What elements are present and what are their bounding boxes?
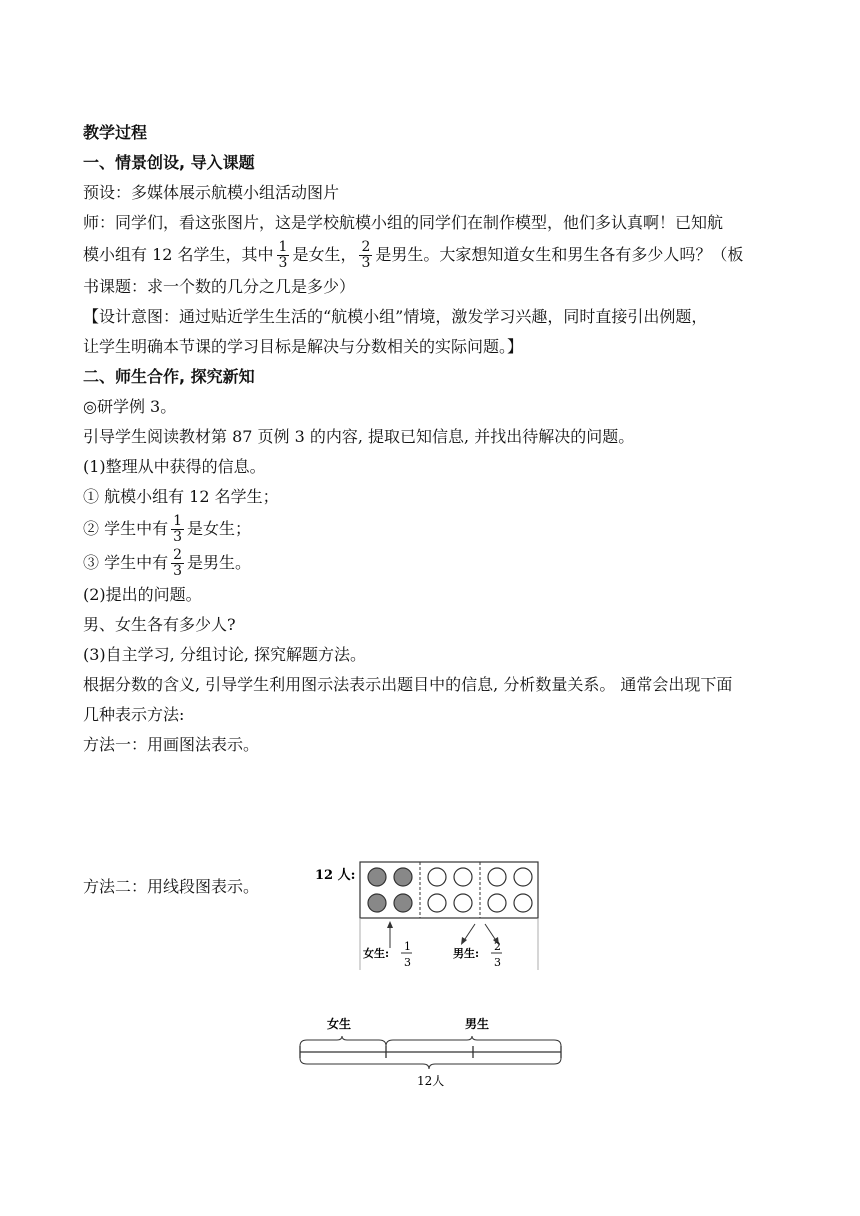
figure1-girls-label: 女生: [363,947,390,960]
figure1-spacer [83,760,783,872]
girl-circle [368,868,386,886]
teacher-text-1: 模小组有 12 名学生，其中 [83,245,274,264]
circle-diagram-figure [315,860,540,972]
page-heading: 教学过程 [83,123,148,142]
info3-line [83,546,783,580]
analysis-line-1: 根据分数的含义, 引导学生利用图示法表示出题目中的信息, 分析数量关系。 通常会出现下面 [83,675,733,694]
boy-circle [514,868,532,886]
teacher-text-2: 是女生， [292,245,357,264]
boy-circle [454,894,472,912]
intent-line-1: 【设计意图：通过贴近学生生活的“航模小组”情境，激发学习兴趣，同时直接引出例题， [83,307,708,326]
figure2-girls-label: 女生 [327,1017,352,1031]
total-brace [300,1058,561,1069]
girls-brace [300,1036,386,1046]
boy-circle [454,868,472,886]
info3-text-b: 是男生。 [187,553,252,572]
boy-circle [488,894,506,912]
example-line: ◎研学例 3。 [83,397,177,416]
step3-line: (3)自主学习, 分组讨论, 探究解题方法。 [83,645,367,664]
info3-text-a: ③ 学生中有 [83,553,169,572]
boy-circle [514,894,532,912]
fraction-two-thirds: $\frac{2}{3}$ [361,239,371,271]
girls-arrowhead [387,921,393,928]
info2-line [83,512,783,546]
girl-circle [368,894,386,912]
figure1-girls-num: 1 [404,940,411,953]
section1-title: 一、情景创设, 导入课题 [83,153,255,172]
guide-line: 引导学生阅读教材第 87 页例 3 的内容, 提取已知信息, 并找出待解决的问题。 [83,427,635,446]
teacher-line-3: 书课题：求一个数的几分之几是多少） [83,277,356,296]
info1-line: ① 航模小组有 12 名学生； [83,487,279,506]
preset-line: 预设：多媒体展示航模小组活动图片 [83,183,340,202]
line-segment-figure [295,1012,565,1092]
figure1-total-label: 12 人: [315,868,356,883]
girl-circle [394,868,412,886]
step2-line: (2)提出的问题。 [83,585,202,604]
fraction-one-third: $\frac{1}{3}$ [173,513,183,545]
question-line: 男、女生各有多少人? [83,615,236,634]
teacher-line-2 [83,238,783,272]
figure1-boys-label: 男生: [453,947,480,960]
circle-box [360,862,538,918]
intent-line-2: 让学生明确本节课的学习目标是解决与分数相关的实际问题。】 [83,337,524,356]
fraction-one-third: $\frac{1}{3}$ [278,239,288,271]
boy-circle [428,868,446,886]
analysis-line-2: 几种表示方法: [83,705,185,724]
document-body [83,118,783,902]
boy-circle [428,894,446,912]
teacher-text-3: 是男生。大家想知道女生和男生各有多少人吗？（板 [375,245,744,264]
section2-title: 二、师生合作, 探究新知 [83,367,255,386]
student-circles [368,868,532,912]
figure2-total-label: 12人 [417,1074,445,1088]
teacher-line-1: 师：同学们，看这张图片，这是学校航模小组的同学们在制作模型，他们多认真啊！已知航 [83,213,724,232]
fraction-two-thirds: $\frac{2}{3}$ [173,547,183,579]
step1-line: (1)整理从中获得的信息。 [83,457,266,476]
figure1-boys-num: 2 [494,940,501,953]
figure1-girls-den: 3 [404,956,411,969]
boys-brace [386,1036,561,1046]
boy-circle [488,868,506,886]
method2-line: 方法二：用线段图表示。 [83,877,260,896]
figure2-boys-label: 男生 [465,1017,490,1031]
girl-circle [394,894,412,912]
method1-line: 方法一：用画图法表示。 [83,735,260,754]
info2-text-b: 是女生； [187,519,252,538]
figure1-boys-den: 3 [494,956,501,969]
info2-text-a: ② 学生中有 [83,519,169,538]
